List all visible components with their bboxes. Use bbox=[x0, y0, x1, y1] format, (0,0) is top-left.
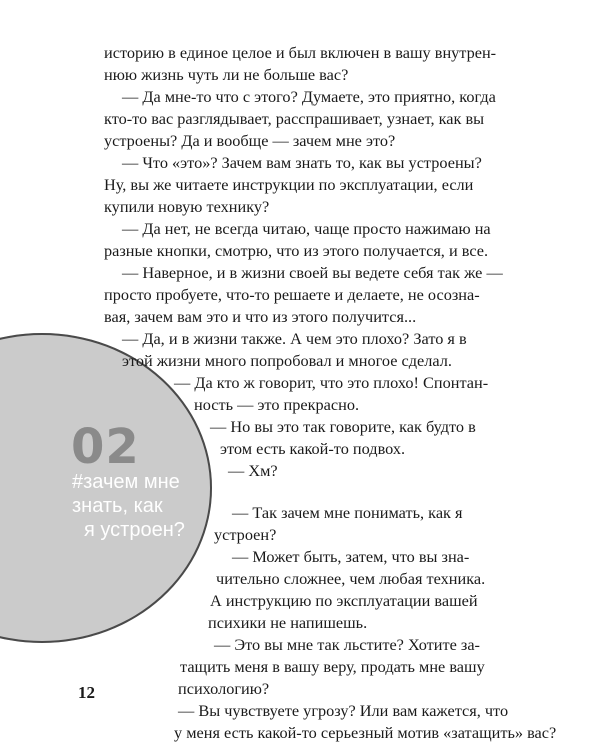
text-line: — Так зачем мне понимать, как я bbox=[232, 503, 463, 522]
hashtag-line: я устроен? bbox=[84, 519, 185, 541]
hashtag-line: знать, как bbox=[72, 495, 163, 517]
text-line: вая, зачем вам это и что из этого получится... bbox=[104, 307, 417, 326]
text-line: — Вы чувствуете угрозу? Или вам кажется, что bbox=[178, 701, 509, 720]
text-line: психологию? bbox=[178, 679, 270, 698]
chapter-number: 02 bbox=[71, 419, 140, 475]
text-line: — Да мне-то что с этого? Думаете, это приятно, когда bbox=[122, 87, 496, 106]
chapter-hashtag bbox=[72, 470, 212, 542]
text-line: разные кнопки, смотрю, что из этого получается, и все. bbox=[104, 241, 489, 260]
text-line: А инструкцию по эксплуатации вашей bbox=[210, 591, 478, 610]
text-line: тащить меня в вашу веру, продать мне вашу bbox=[180, 657, 485, 676]
page-number: 12 bbox=[78, 683, 95, 702]
text-line: — Что «это»? Зачем вам знать то, как вы устроены? bbox=[122, 153, 482, 172]
text-line: ность — это прекрасно. bbox=[194, 395, 360, 414]
text-line: — Да кто ж говорит, что это плохо! Спонтан- bbox=[174, 373, 489, 392]
text-line: чительно сложнее, чем любая техника. bbox=[216, 569, 486, 588]
text-line: — Это вы мне так льстите? Хотите за- bbox=[214, 635, 480, 654]
text-line: историю в единое целое и был включен в вашу внутрен- bbox=[104, 43, 497, 62]
text-line: устроен? bbox=[214, 525, 277, 544]
text-line: у меня есть какой-то серьезный мотив «затащить» вас? bbox=[174, 723, 557, 742]
text-line: психики не напишешь. bbox=[208, 613, 368, 632]
text-line: кто-то вас разглядывает, расспрашивает, узнает, как вы bbox=[104, 109, 485, 128]
text-line: этой жизни много попробовал и многое сделал. bbox=[122, 351, 452, 370]
text-line: — Хм? bbox=[228, 461, 278, 480]
text-line: — Да, и в жизни также. А чем это плохо? Зато я в bbox=[122, 329, 467, 348]
text-line: — Наверное, и в жизни своей вы ведете себя так же — bbox=[122, 263, 503, 282]
text-line: — Да нет, не всегда читаю, чаще просто нажимаю на bbox=[122, 219, 491, 238]
text-line: — Но вы это так говорите, как будто в bbox=[210, 417, 476, 436]
text-line: нюю жизнь чуть ли не больше вас? bbox=[104, 65, 349, 84]
text-line: устроены? Да и вообще — зачем мне это? bbox=[104, 131, 396, 150]
text-line: Ну, вы же читаете инструкции по эксплуатации, если bbox=[104, 175, 474, 194]
text-line: купили новую технику? bbox=[104, 197, 270, 216]
text-line: — Может быть, затем, что вы зна- bbox=[232, 547, 470, 566]
hashtag-line: #зачем мне bbox=[72, 471, 180, 493]
text-line: просто пробуете, что-то решаете и делаете, не осозна- bbox=[104, 285, 480, 304]
text-line: этом есть какой-то подвох. bbox=[220, 439, 406, 458]
